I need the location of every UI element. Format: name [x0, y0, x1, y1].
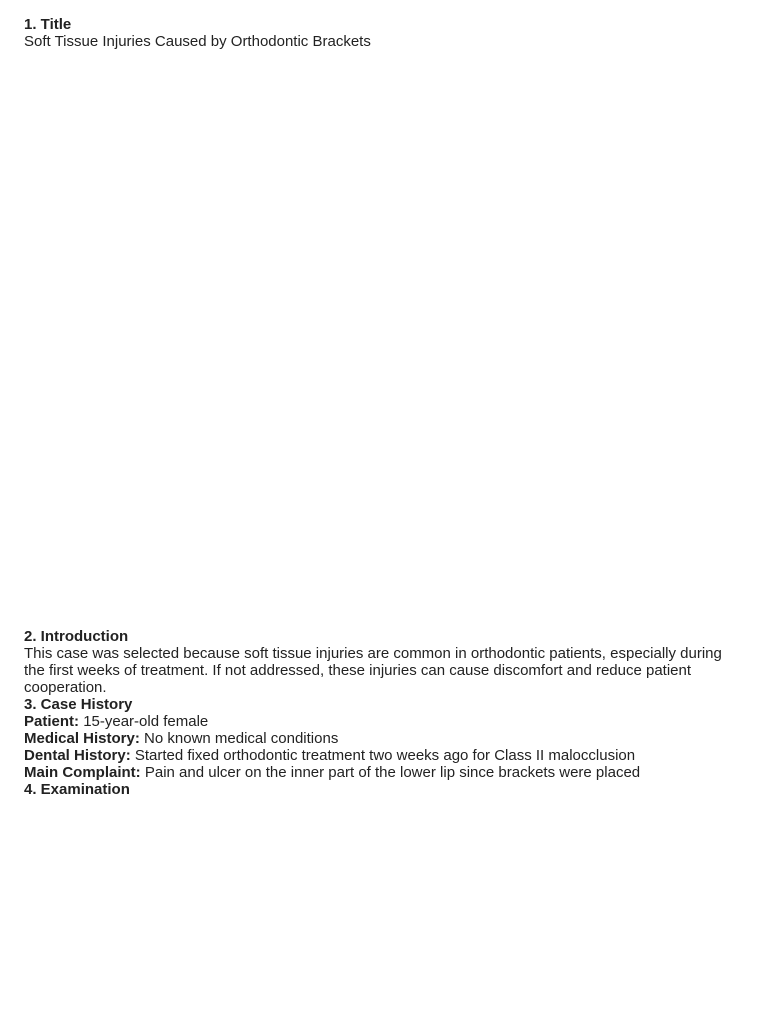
medical-history-value: No known medical conditions [144, 730, 339, 747]
section-heading-title: 1. Title [24, 16, 72, 33]
patient-value: 15-year-old female [83, 713, 209, 730]
patient-label: Patient: [24, 713, 80, 730]
document-page [24, 16, 724, 798]
medical-history-line [24, 730, 724, 747]
section-heading-introduction: 2. Introduction [24, 628, 129, 645]
introduction-paragraph: This case was selected because soft tissue injuries are common in orthodontic patients, especially during the first weeks of treatment. If not addressed, these injuries can cause discomfort and reduce patient cooperation. [24, 645, 722, 696]
main-complaint-value: Pain and ulcer on the inner part of the lower lip since brackets were placed [144, 764, 641, 781]
main-complaint-label: Main Complaint: [24, 764, 141, 781]
document-title-text: Soft Tissue Injuries Caused by Orthodontic Brackets [24, 33, 371, 50]
patient-line [24, 713, 724, 730]
dental-history-value: Started fixed orthodontic treatment two weeks ago for Class II malocclusion [134, 747, 636, 764]
medical-history-label: Medical History: [24, 730, 140, 747]
dental-history-line [24, 747, 724, 764]
section-heading-case-history: 3. Case History [24, 696, 133, 713]
section-heading-examination: 4. Examination [24, 781, 130, 798]
dental-history-label: Dental History: [24, 747, 131, 764]
blank-space [24, 50, 724, 628]
main-complaint-line [24, 764, 724, 781]
